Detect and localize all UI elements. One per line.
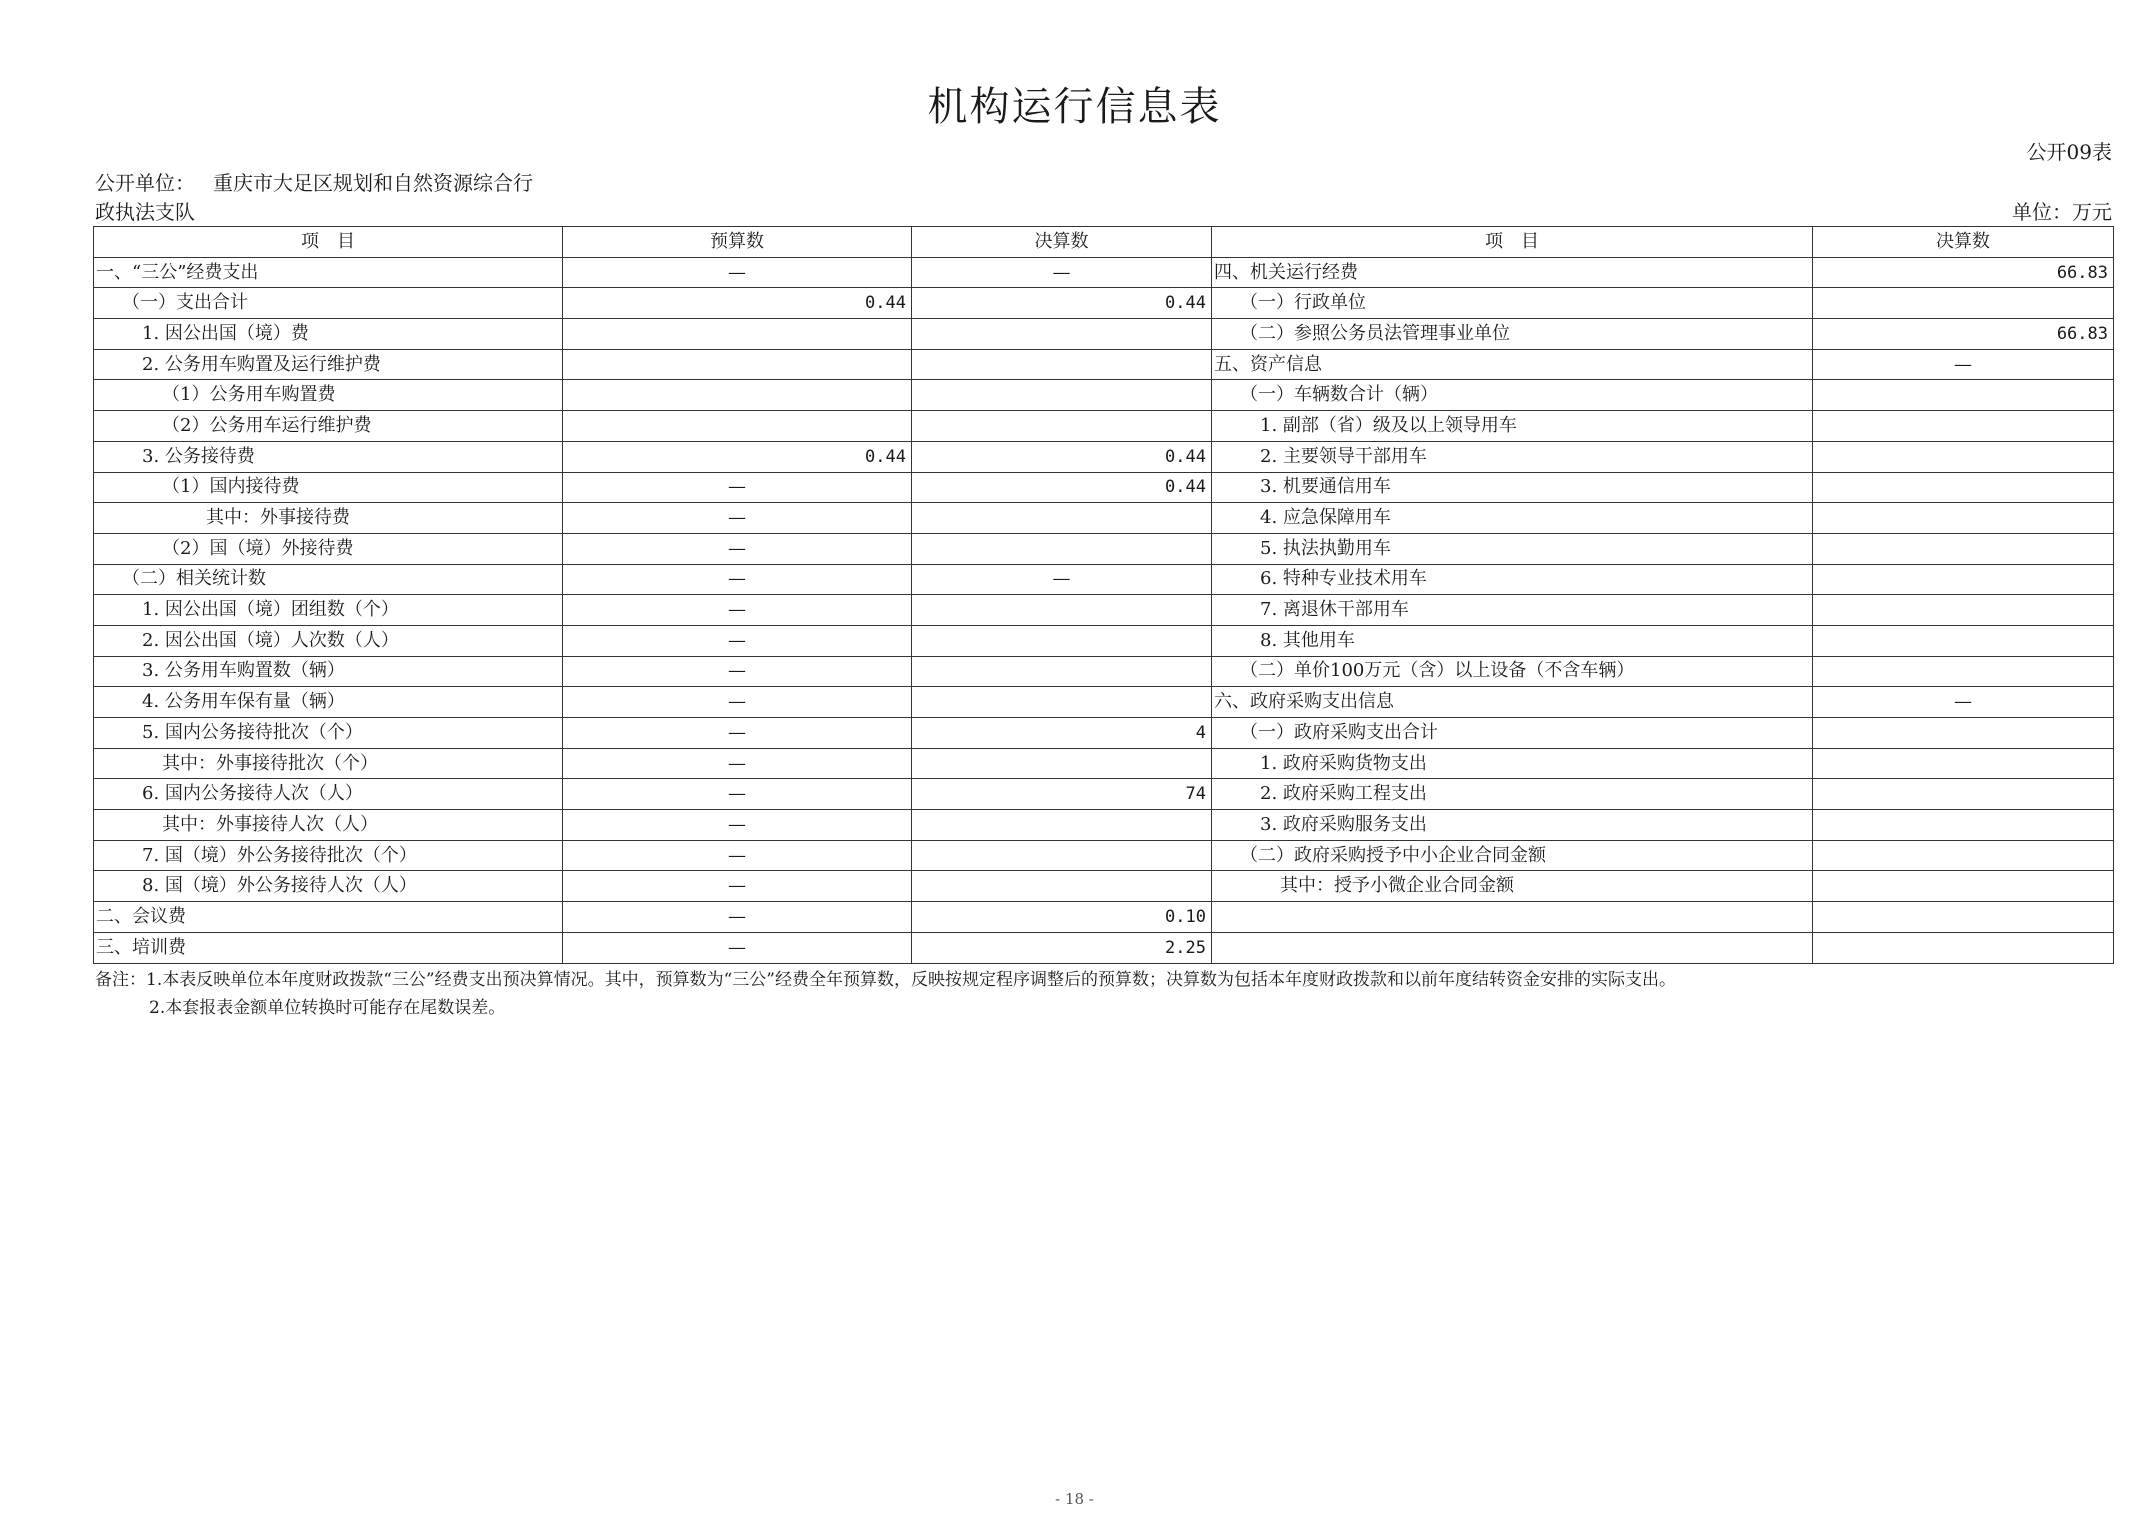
table-row	[94, 349, 2114, 380]
budget-value: —	[563, 656, 912, 687]
note-2: 2.本套报表金额单位转换时可能存在尾数误差。	[149, 998, 506, 1018]
table-row	[94, 595, 2114, 626]
reporting-unit	[95, 170, 533, 196]
right-item-label: 8. 其他用车	[1212, 625, 1813, 656]
final-value	[912, 380, 1212, 411]
left-item-label: 其中：外事接待费	[94, 503, 563, 534]
table-row	[94, 932, 2114, 963]
budget-value: —	[563, 840, 912, 871]
budget-value: —	[563, 564, 912, 595]
right-final-value: —	[1813, 687, 2114, 718]
left-item-label: 2. 公务用车购置及运行维护费	[94, 349, 563, 380]
right-item-label: （二）政府采购授予中小企业合同金额	[1212, 840, 1813, 871]
budget-value: —	[563, 257, 912, 288]
right-final-value	[1813, 840, 2114, 871]
table-row	[94, 411, 2114, 442]
left-item-label: 6. 国内公务接待人次（人）	[94, 779, 563, 810]
left-item-label: 4. 公务用车保有量（辆）	[94, 687, 563, 718]
header-item-left: 项 目	[94, 227, 563, 258]
right-final-value	[1813, 288, 2114, 319]
table-row	[94, 718, 2114, 749]
left-item-label: 三、培训费	[94, 932, 563, 963]
budget-value: —	[563, 779, 912, 810]
table-row	[94, 902, 2114, 933]
final-value: 0.44	[912, 472, 1212, 503]
final-value: 4	[912, 718, 1212, 749]
info-table	[93, 226, 2114, 964]
budget-value	[563, 411, 912, 442]
left-item-label: 一、“三公”经费支出	[94, 257, 563, 288]
budget-value: —	[563, 718, 912, 749]
budget-value: —	[563, 625, 912, 656]
right-item-label	[1212, 932, 1813, 963]
final-value: 2.25	[912, 932, 1212, 963]
final-value: —	[912, 257, 1212, 288]
left-item-label: 3. 公务接待费	[94, 441, 563, 472]
reporting-unit-label: 公开单位：	[95, 171, 195, 195]
budget-value: —	[563, 687, 912, 718]
right-item-label: 五、资产信息	[1212, 349, 1813, 380]
budget-value	[563, 319, 912, 350]
final-value	[912, 595, 1212, 626]
table-row	[94, 625, 2114, 656]
final-value	[912, 503, 1212, 534]
budget-value	[563, 380, 912, 411]
right-final-value	[1813, 441, 2114, 472]
left-item-label: （一）支出合计	[94, 288, 563, 319]
right-final-value	[1813, 871, 2114, 902]
budget-value: —	[563, 748, 912, 779]
right-item-label: 1. 政府采购货物支出	[1212, 748, 1813, 779]
final-value: 0.44	[912, 288, 1212, 319]
final-value: 0.10	[912, 902, 1212, 933]
budget-value	[563, 349, 912, 380]
left-item-label: 8. 国（境）外公务接待人次（人）	[94, 871, 563, 902]
table-row	[94, 564, 2114, 595]
notes	[95, 966, 1676, 1022]
header-budget: 预算数	[563, 227, 912, 258]
left-item-label: 其中：外事接待人次（人）	[94, 810, 563, 841]
right-item-label: 2. 政府采购工程支出	[1212, 779, 1813, 810]
right-final-value	[1813, 595, 2114, 626]
left-item-label: （1）国内接待费	[94, 472, 563, 503]
right-item-label: 四、机关运行经费	[1212, 257, 1813, 288]
table-row	[94, 748, 2114, 779]
reporting-unit-name: 重庆市大足区规划和自然资源综合行	[213, 171, 533, 195]
right-item-label: （一）行政单位	[1212, 288, 1813, 319]
right-item-label: （二）单价100万元（含）以上设备（不含车辆）	[1212, 656, 1813, 687]
table-row	[94, 779, 2114, 810]
budget-value: —	[563, 503, 912, 534]
final-value	[912, 840, 1212, 871]
right-final-value	[1813, 411, 2114, 442]
table-row	[94, 840, 2114, 871]
final-value	[912, 533, 1212, 564]
table-row	[94, 441, 2114, 472]
right-final-value: 66.83	[1813, 319, 2114, 350]
table-row	[94, 687, 2114, 718]
table-row	[94, 656, 2114, 687]
left-item-label: 5. 国内公务接待批次（个）	[94, 718, 563, 749]
right-item-label: 3. 机要通信用车	[1212, 472, 1813, 503]
left-item-label: 1. 因公出国（境）费	[94, 319, 563, 350]
header-final-right: 决算数	[1813, 227, 2114, 258]
final-value: 0.44	[912, 441, 1212, 472]
left-item-label: （二）相关统计数	[94, 564, 563, 595]
left-item-label: （2）国（境）外接待费	[94, 533, 563, 564]
table-row	[94, 810, 2114, 841]
right-item-label: 六、政府采购支出信息	[1212, 687, 1813, 718]
page-title: 机构运行信息表	[927, 84, 1222, 130]
final-value	[912, 656, 1212, 687]
budget-value: —	[563, 871, 912, 902]
right-final-value	[1813, 779, 2114, 810]
final-value	[912, 748, 1212, 779]
right-item-label: （一）车辆数合计（辆）	[1212, 380, 1813, 411]
budget-value: —	[563, 595, 912, 626]
budget-value: —	[563, 810, 912, 841]
currency-unit: 单位：万元	[2012, 200, 2112, 224]
left-item-label: 3. 公务用车购置数（辆）	[94, 656, 563, 687]
right-final-value	[1813, 748, 2114, 779]
right-item-label: 7. 离退休干部用车	[1212, 595, 1813, 626]
final-value: —	[912, 564, 1212, 595]
final-value	[912, 411, 1212, 442]
left-item-label: 7. 国（境）外公务接待批次（个）	[94, 840, 563, 871]
right-item-label: 其中：授予小微企业合同金额	[1212, 871, 1813, 902]
table-row	[94, 319, 2114, 350]
final-value	[912, 319, 1212, 350]
table-header-row	[94, 227, 2114, 258]
right-item-label: 1. 副部（省）级及以上领导用车	[1212, 411, 1813, 442]
right-final-value	[1813, 932, 2114, 963]
header-final-left: 决算数	[912, 227, 1212, 258]
right-final-value	[1813, 625, 2114, 656]
reporting-unit-name-continued: 政执法支队	[95, 200, 195, 224]
right-final-value	[1813, 902, 2114, 933]
table-row	[94, 871, 2114, 902]
final-value: 74	[912, 779, 1212, 810]
left-item-label: 1. 因公出国（境）团组数（个）	[94, 595, 563, 626]
budget-value: —	[563, 533, 912, 564]
right-item-label: 6. 特种专业技术用车	[1212, 564, 1813, 595]
right-item-label: 4. 应急保障用车	[1212, 503, 1813, 534]
budget-value: —	[563, 902, 912, 933]
right-final-value	[1813, 503, 2114, 534]
table-row	[94, 257, 2114, 288]
final-value	[912, 625, 1212, 656]
right-final-value	[1813, 533, 2114, 564]
left-item-label: （2）公务用车运行维护费	[94, 411, 563, 442]
right-final-value	[1813, 656, 2114, 687]
right-final-value: —	[1813, 349, 2114, 380]
left-item-label: 其中：外事接待批次（个）	[94, 748, 563, 779]
note-1: 备注：1.本表反映单位本年度财政拨款“三公”经费支出预决算情况。其中，预算数为“三公”经费全年预算数，反映按规定程序调整后的预算数；决算数为包括本年度财政拨款和以前年度结转资金安排的实际支出。	[95, 970, 1676, 990]
left-item-label: 二、会议费	[94, 902, 563, 933]
table-body	[94, 257, 2114, 963]
left-item-label: （1）公务用车购置费	[94, 380, 563, 411]
table-row	[94, 533, 2114, 564]
right-item-label: 2. 主要领导干部用车	[1212, 441, 1813, 472]
right-item-label: （二）参照公务员法管理事业单位	[1212, 319, 1813, 350]
form-code: 公开09表	[2026, 140, 2112, 164]
right-item-label: 3. 政府采购服务支出	[1212, 810, 1813, 841]
right-final-value	[1813, 718, 2114, 749]
budget-value: —	[563, 472, 912, 503]
right-item-label	[1212, 902, 1813, 933]
table-row	[94, 288, 2114, 319]
final-value	[912, 871, 1212, 902]
budget-value: 0.44	[563, 441, 912, 472]
table-row	[94, 503, 2114, 534]
right-final-value: 66.83	[1813, 257, 2114, 288]
right-item-label: （一）政府采购支出合计	[1212, 718, 1813, 749]
right-final-value	[1813, 472, 2114, 503]
table-row	[94, 472, 2114, 503]
left-item-label: 2. 因公出国（境）人次数（人）	[94, 625, 563, 656]
budget-value: —	[563, 932, 912, 963]
header-item-right: 项 目	[1212, 227, 1813, 258]
page-number: - 18 -	[1055, 1490, 1094, 1508]
final-value	[912, 349, 1212, 380]
right-item-label: 5. 执法执勤用车	[1212, 533, 1813, 564]
table-row	[94, 380, 2114, 411]
right-final-value	[1813, 380, 2114, 411]
final-value	[912, 687, 1212, 718]
right-final-value	[1813, 810, 2114, 841]
final-value	[912, 810, 1212, 841]
budget-value: 0.44	[563, 288, 912, 319]
right-final-value	[1813, 564, 2114, 595]
